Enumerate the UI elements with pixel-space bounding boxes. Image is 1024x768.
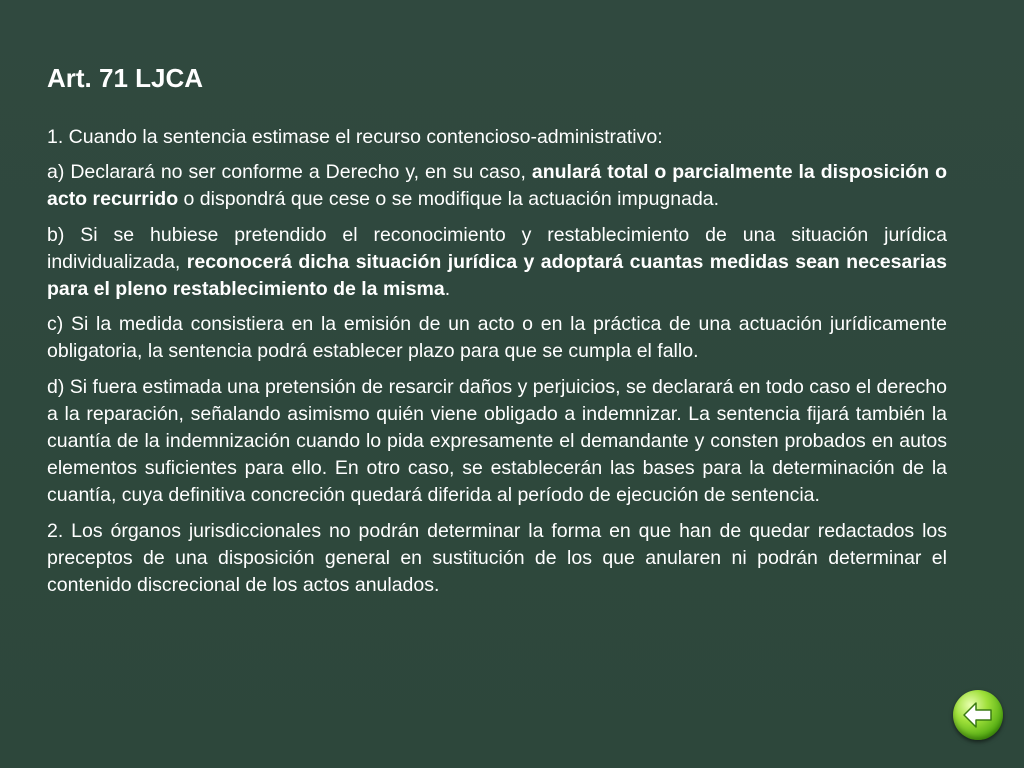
- item-b-text-end: .: [444, 278, 451, 301]
- paragraph-item-2: 2. Los órganos jurisdiccionales no podrán determinar la forma en que han de quedar redactados los preceptos de una disposición general en sustitución de los que anularen ni podrán determinar el contenido discrecional de los actos anulados.: [47, 519, 947, 597]
- paragraph-item-c: c) Si la medida consistiera en la emisión de un acto o en la práctica de una actuación jurídicamente obligatoria, la sentencia podrá establecer plazo para que se cumpla el fallo.: [47, 313, 947, 363]
- paragraph-intro: 1. Cuando la sentencia estimase el recurso contencioso-administrativo:: [47, 126, 663, 148]
- item-b-text: b) Si se hubiese pretendido el reconocimiento y restablecimiento de una situación jurídica individualizada,: [47, 223, 947, 273]
- slide-body: [47, 124, 947, 607]
- paragraph-item-a: [47, 159, 947, 213]
- item-a-bold-text: anulará total o parcialmente la disposición o acto recurrido: [47, 161, 947, 211]
- paragraph-item-d: d) Si fuera estimada una pretensión de resarcir daños y perjuicios, se declarará en todo caso el derecho a la reparación, señalando asimismo quién viene obligado a indemnizar. La sentencia fijará también la cuantía de la indemnización cuando lo pida expresamente el demandante y consten probados en autos elementos suficientes para ello. En otro caso, se establecerán las bases para la determinación de la cuantía, cuya definitiva concreción quedará diferida al período de ejecución de sentencia.: [47, 375, 947, 507]
- back-arrow-icon: [962, 700, 994, 730]
- item-a-text-end: o dispondrá que cese o se modifique la actuación impugnada.: [178, 188, 720, 211]
- paragraph-item-b: [47, 222, 947, 304]
- item-b-bold-text: reconocerá dicha situación jurídica y adoptará cuantas medidas sean necesarias para el pleno restablecimiento de la misma: [47, 250, 947, 301]
- back-button[interactable]: [953, 690, 1003, 740]
- item-a-text: a) Declarará no ser conforme a Derecho y, en su caso,: [47, 161, 532, 184]
- slide-title: Art. 71 LJCA: [47, 63, 204, 93]
